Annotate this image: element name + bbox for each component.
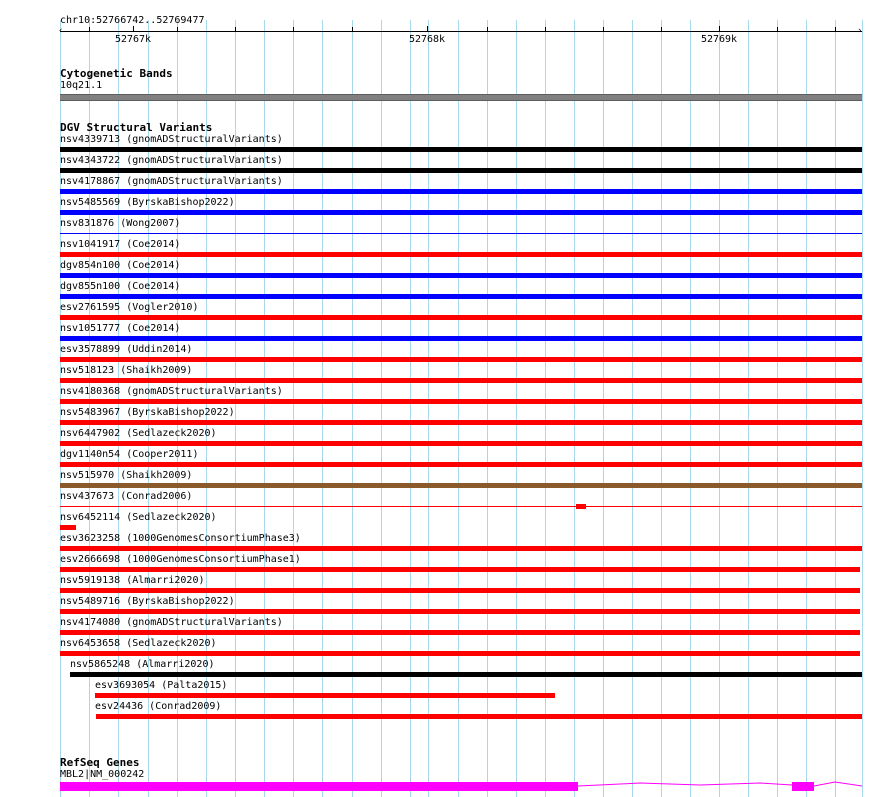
variant-feature[interactable]: [60, 651, 860, 656]
variant-label: esv3623258 (1000GenomesConsortiumPhase3): [60, 533, 301, 544]
variant-label: esv24436 (Conrad2009): [95, 701, 222, 712]
locus-label: chr10:52766742..52769477: [60, 15, 205, 26]
variant-feature[interactable]: [60, 357, 862, 362]
grid-line: [806, 20, 807, 797]
grid-line: [428, 20, 429, 797]
variant-label: nsv1041917 (Coe2014): [60, 239, 181, 250]
grid-line: [352, 20, 353, 797]
ruler-tick-label: 52767k: [114, 34, 152, 45]
variant-feature[interactable]: [60, 273, 862, 278]
variant-feature[interactable]: [60, 189, 862, 194]
variant-feature[interactable]: [60, 483, 862, 488]
ruler-axis: [60, 31, 862, 32]
grid-line: [632, 20, 633, 797]
variant-label: dgv855n100 (Coe2014): [60, 281, 181, 292]
variant-feature[interactable]: [60, 233, 862, 234]
variant-label: nsv6452114 (Sedlazeck2020): [60, 512, 217, 523]
grid-line: [603, 20, 604, 797]
ruler-tick: [777, 27, 778, 31]
variant-feature[interactable]: [60, 294, 862, 299]
variant-label: nsv4178867 (gnomADStructuralVariants): [60, 176, 283, 187]
grid-line: [545, 20, 546, 797]
variant-feature[interactable]: [60, 525, 76, 530]
grid-line: [777, 20, 778, 797]
variant-feature[interactable]: [60, 567, 860, 572]
ruler-tick: [235, 27, 236, 31]
gene-label: MBL2|NM_000242: [60, 769, 145, 780]
variant-feature[interactable]: [60, 378, 862, 383]
variant-feature[interactable]: [70, 672, 862, 677]
grid-line: [835, 20, 836, 797]
variant-label: nsv518123 (Shaikh2009): [60, 365, 193, 376]
grid-line: [574, 20, 575, 797]
gene-exon[interactable]: [60, 782, 578, 791]
ruler-tick: [545, 27, 546, 31]
variant-feature[interactable]: [60, 441, 862, 446]
ruler-tick: [487, 27, 488, 31]
variant-label: esv2761595 (Vogler2010): [60, 302, 199, 313]
variant-label: nsv5919138 (Almarri2020): [60, 575, 205, 586]
ruler-tick-label: 52769k: [700, 34, 738, 45]
cytoband-label: 10q21.1: [60, 80, 103, 91]
grid-line: [661, 20, 662, 797]
variant-feature[interactable]: [96, 714, 862, 719]
variant-label: esv3578899 (Uddin2014): [60, 344, 193, 355]
ruler-tick-major: [427, 26, 428, 32]
ruler-tick: [603, 27, 604, 31]
ruler-tick: [835, 27, 836, 31]
gene-intron: [814, 782, 862, 786]
variant-feature[interactable]: [60, 399, 862, 404]
variant-label: nsv515970 (Shaikh2009): [60, 470, 193, 481]
grid-line: [719, 20, 720, 797]
variant-label: nsv6447902 (Sedlazeck2020): [60, 428, 217, 439]
variant-label: nsv4339713 (gnomADStructuralVariants): [60, 134, 283, 145]
variant-feature[interactable]: [60, 462, 862, 467]
variant-label: nsv5485569 (ByrskaBishop2022): [60, 197, 235, 208]
grid-line: [458, 20, 459, 797]
grid-line: [862, 20, 863, 797]
scroll-right-arrow-icon[interactable]: ›: [857, 26, 863, 36]
grid-line: [381, 20, 382, 797]
variant-feature[interactable]: [60, 506, 862, 507]
variant-feature[interactable]: [60, 210, 862, 215]
variant-feature[interactable]: [95, 693, 555, 698]
grid-line: [516, 20, 517, 797]
variant-feature[interactable]: [60, 168, 862, 173]
grid-line: [690, 20, 691, 797]
variant-label: nsv5865248 (Almarri2020): [70, 659, 215, 670]
gene-exon[interactable]: [792, 782, 814, 791]
gene-model-mbl2[interactable]: [0, 775, 890, 797]
variant-feature[interactable]: [60, 630, 860, 635]
variant-feature[interactable]: [60, 147, 862, 152]
ruler-tick-label: 52768k: [408, 34, 446, 45]
cytoband-bar[interactable]: [60, 94, 862, 101]
grid-line: [322, 20, 323, 797]
variant-label: dgv854n100 (Coe2014): [60, 260, 181, 271]
variant-label: nsv5489716 (ByrskaBishop2022): [60, 596, 235, 607]
gene-intron: [578, 783, 792, 786]
variant-feature-block[interactable]: [576, 504, 586, 509]
ruler-tick-major: [719, 26, 720, 32]
variant-label: nsv6453658 (Sedlazeck2020): [60, 638, 217, 649]
variant-label: nsv437673 (Conrad2006): [60, 491, 193, 502]
variant-feature[interactable]: [60, 546, 862, 551]
dgv-track-title[interactable]: DGV Structural Variants: [60, 121, 213, 134]
variant-feature[interactable]: [60, 252, 862, 257]
ruler-tick: [661, 27, 662, 31]
variant-feature[interactable]: [60, 336, 862, 341]
variant-label: nsv4174080 (gnomADStructuralVariants): [60, 617, 283, 628]
ruler-tick: [352, 27, 353, 31]
cytoband-track-title[interactable]: Cytogenetic Bands: [60, 67, 173, 80]
ruler-tick: [177, 27, 178, 31]
ruler-tick-major: [133, 26, 134, 32]
variant-label: nsv1051777 (Coe2014): [60, 323, 181, 334]
grid-line: [410, 20, 411, 797]
variant-label: nsv5483967 (ByrskaBishop2022): [60, 407, 235, 418]
grid-line: [293, 20, 294, 797]
ruler-tick: [293, 27, 294, 31]
variant-label: esv3693054 (Palta2015): [95, 680, 228, 691]
grid-line: [748, 20, 749, 797]
variant-label: dgv1140n54 (Cooper2011): [60, 449, 199, 460]
variant-feature[interactable]: [60, 609, 860, 614]
refseq-track-title[interactable]: RefSeq Genes: [60, 756, 140, 769]
variant-label: nsv831876 (Wong2007): [60, 218, 181, 229]
ruler-tick: [89, 27, 90, 31]
variant-feature[interactable]: [60, 420, 862, 425]
grid-line: [487, 20, 488, 797]
variant-label: nsv4180368 (gnomADStructuralVariants): [60, 386, 283, 397]
variant-label: nsv4343722 (gnomADStructuralVariants): [60, 155, 283, 166]
variant-feature[interactable]: [60, 588, 860, 593]
scroll-left-arrow-icon[interactable]: ‹: [58, 26, 64, 36]
variant-feature[interactable]: [60, 315, 862, 320]
variant-label: esv2666698 (1000GenomesConsortiumPhase1): [60, 554, 301, 565]
